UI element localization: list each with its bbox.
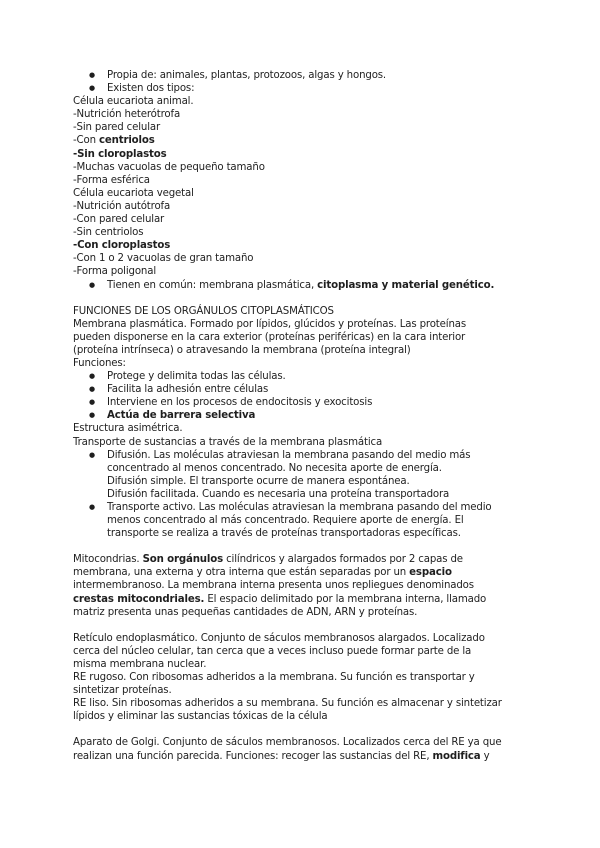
- list-item: ● Transporte activo. Las moléculas atraviesan la membrana pasando del medio: [73, 501, 533, 514]
- list-item: ● Propia de: animales, plantas, protozoos, algas y hongos.: [73, 69, 533, 82]
- text-line: -Nutrición heterótrofa: [73, 109, 181, 121]
- text-line: menos concentrado al más concentrado. Requiere aporte de energía. El: [107, 515, 464, 527]
- list-item: ● Interviene en los procesos de endocitosis y exocitosis: [73, 396, 533, 409]
- text-line: Funciones:: [73, 357, 126, 369]
- text-line: -Con 1 o 2 vacuolas de gran tamaño: [73, 253, 254, 265]
- text-line: -Sin pared celular: [73, 122, 161, 134]
- text-line: -Con cloroplastos: [73, 240, 171, 252]
- text-line: (proteína intrínseca) o atravesando la membrana (proteína integral): [73, 344, 411, 356]
- text-line: -Nutrición autótrofa: [73, 200, 171, 212]
- text-line: transporte se realiza a través de proteínas transportadoras específicas.: [107, 528, 461, 540]
- text-line: -Con centriolos: [73, 135, 155, 147]
- vegetal-cell-title: Célula eucariota vegetal: [73, 187, 194, 199]
- list-item: ● Actúa de barrera selectiva: [73, 409, 533, 422]
- text-line: -Forma poligonal: [73, 266, 157, 278]
- text-line: Membrana plasmática. Formado por lípidos, glúcidos y proteínas. Las proteínas: [73, 318, 467, 330]
- list-item: ● Tienen en común: membrana plasmática, citoplasma y material genético.: [73, 279, 533, 292]
- text-line: Aparato de Golgi. Conjunto de sáculos membranosos. Localizados cerca del RE ya que: [73, 737, 502, 749]
- list-item: ● Facilita la adhesión entre células: [73, 383, 533, 396]
- text-line: intermembranoso. La membrana interna presenta unos repliegues denominados: [73, 580, 474, 592]
- text-line: Difusión facilitada. Cuando es necesaria una proteína transportadora: [107, 488, 450, 500]
- list-item: ● Protege y delimita todas las células.: [73, 370, 533, 383]
- text-line: matriz presenta unas pequeñas cantidades de ADN, ARN y proteínas.: [73, 606, 418, 618]
- text-line: RE rugoso. Con ribosomas adheridos a la membrana. Su función es transportar y: [73, 672, 475, 684]
- text-line: RE liso. Sin ribosomas adheridos a su membrana. Su función es almacenar y sintetizar: [73, 698, 502, 710]
- text-line: -Con pared celular: [73, 214, 165, 226]
- text-line: -Sin centriolos: [73, 227, 144, 239]
- text-line: sintetizar proteínas.: [73, 685, 172, 697]
- text-line: Mitocondrias. Son orgánulos cilíndricos y alargados formados por 2 capas de: [73, 554, 463, 566]
- text-line: -Forma esférica: [73, 174, 150, 186]
- list-item: ● Existen dos tipos:: [73, 82, 533, 95]
- animal-cell-title: Célula eucariota animal.: [73, 96, 194, 108]
- text-line: pueden disponerse en la cara exterior (proteínas periféricas) en la cara interior: [73, 331, 466, 343]
- section-heading: FUNCIONES DE LOS ORGÁNULOS CITOPLASMÁTICOS: [73, 305, 334, 317]
- text-line: membrana, una externa y otra interna que están separadas por un espacio: [73, 567, 452, 579]
- text-line: crestas mitocondriales. El espacio delimitado por la membrana interna, llamado: [73, 593, 487, 605]
- text-line: -Muchas vacuolas de pequeño tamaño: [73, 161, 265, 173]
- list-item: ● Difusión. Las moléculas atraviesan la membrana pasando del medio más: [73, 449, 533, 462]
- text-line: Difusión simple. El transporte ocurre de manera espontánea.: [107, 475, 410, 487]
- document-page: [73, 69, 533, 763]
- text-line: -Sin cloroplastos: [73, 148, 167, 160]
- text-line: concentrado al menos concentrado. No necesita aporte de energía.: [107, 462, 442, 474]
- text-line: misma membrana nuclear.: [73, 658, 207, 670]
- text-line: realizan una función parecida. Funciones: recoger las sustancias del RE, modifica y: [73, 750, 490, 762]
- text-line: cerca del núcleo celular, tan cerca que a veces incluso puede formar parte de la: [73, 645, 472, 657]
- text-line: Transporte de sustancias a través de la membrana plasmática: [73, 436, 383, 448]
- text-line: Estructura asimétrica.: [73, 423, 183, 435]
- text-line: Retículo endoplasmático. Conjunto de sáculos membranosos alargados. Localizado: [73, 632, 485, 644]
- text-line: lípidos y eliminar las sustancias tóxicas de la célula: [73, 711, 328, 723]
